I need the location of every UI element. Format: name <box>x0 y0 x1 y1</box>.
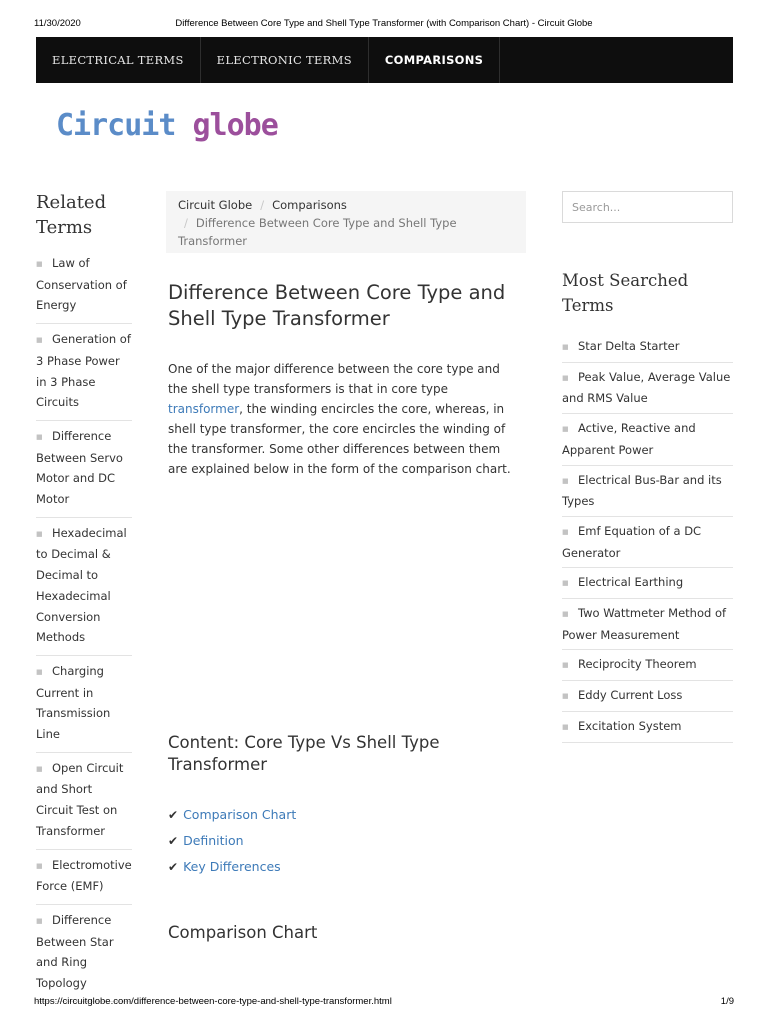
nav-comparisons[interactable]: COMPARISONS <box>369 37 500 83</box>
print-url: https://circuitglobe.com/difference-between-core-type-and-shell-type-transformer.html <box>34 996 392 1007</box>
related-term-label[interactable]: Difference Between Star and Ring Topology <box>36 912 114 991</box>
intro-paragraph <box>168 359 523 479</box>
square-bullet-icon: ■ <box>36 764 43 773</box>
square-bullet-icon: ■ <box>562 579 569 588</box>
breadcrumb-separator: / <box>184 216 188 230</box>
checkmark-icon: ✔ <box>168 834 179 848</box>
most-searched-sidebar <box>562 191 733 743</box>
logo-text-circuit: Circuit <box>56 108 193 143</box>
related-term-item[interactable] <box>36 421 132 518</box>
square-bullet-icon: ■ <box>36 529 43 538</box>
square-bullet-icon: ■ <box>562 661 569 670</box>
related-term-item[interactable] <box>36 905 132 1002</box>
most-searched-item[interactable] <box>562 681 733 712</box>
related-terms-list <box>36 248 132 1002</box>
print-date: 11/30/2020 <box>34 18 81 29</box>
search-input[interactable] <box>562 191 733 223</box>
most-searched-label[interactable]: Electrical Earthing <box>578 575 684 590</box>
print-footer <box>0 990 768 1010</box>
most-searched-item[interactable] <box>562 466 733 517</box>
most-searched-label[interactable]: Two Wattmeter Method of Power Measurement <box>562 606 727 642</box>
checkmark-icon: ✔ <box>168 860 179 874</box>
square-bullet-icon: ■ <box>562 722 569 731</box>
square-bullet-icon: ■ <box>562 527 569 536</box>
print-page-number: 1/9 <box>720 996 734 1007</box>
toc-link-definition[interactable]: Definition <box>183 833 244 848</box>
main-navbar <box>36 37 733 83</box>
related-term-item[interactable] <box>36 324 132 421</box>
breadcrumb-home[interactable]: Circuit Globe <box>178 198 253 212</box>
most-searched-label[interactable]: Star Delta Starter <box>578 339 680 353</box>
square-bullet-icon: ■ <box>36 432 43 441</box>
related-term-label[interactable]: Difference Between Servo Motor and DC Motor <box>36 428 123 507</box>
related-term-item[interactable] <box>36 656 132 753</box>
comparison-chart-heading: Comparison Chart <box>168 923 318 942</box>
most-searched-label[interactable]: Peak Value, Average Value and RMS Value <box>562 369 731 406</box>
square-bullet-icon: ■ <box>562 692 569 701</box>
square-bullet-icon: ■ <box>36 916 43 925</box>
related-term-item[interactable] <box>36 248 132 324</box>
related-term-item[interactable] <box>36 850 132 905</box>
most-searched-item[interactable] <box>562 568 733 599</box>
square-bullet-icon: ■ <box>36 667 43 676</box>
most-searched-item[interactable] <box>562 332 733 363</box>
most-searched-label[interactable]: Emf Equation of a DC Generator <box>562 523 702 560</box>
square-bullet-icon: ■ <box>36 336 43 345</box>
related-term-label[interactable]: Electromotive Force (EMF) <box>36 857 132 894</box>
square-bullet-icon: ■ <box>562 343 569 351</box>
square-bullet-icon: ■ <box>562 476 569 485</box>
most-searched-item[interactable] <box>562 517 733 568</box>
most-searched-label[interactable]: Excitation System <box>578 718 682 733</box>
breadcrumb <box>166 191 526 253</box>
breadcrumb-separator: / <box>260 198 265 212</box>
related-term-label[interactable]: Law of Conservation of Energy <box>36 256 127 313</box>
nav-electrical-terms[interactable]: ELECTRICAL TERMS <box>36 37 201 83</box>
page-title: Difference Between Core Type and Shell Type Transformer <box>168 281 506 330</box>
toc-link-key-differences[interactable]: Key Differences <box>183 859 281 874</box>
logo-text-globe: globe <box>192 108 278 143</box>
most-searched-list <box>562 332 733 743</box>
related-term-label[interactable]: Open Circuit and Short Circuit Test on Transformer <box>36 760 124 838</box>
transformer-link[interactable]: transformer <box>168 402 240 416</box>
most-searched-label[interactable]: Electrical Bus-Bar and its Types <box>562 472 722 509</box>
most-searched-label[interactable]: Reciprocity Theorem <box>578 657 697 672</box>
square-bullet-icon: ■ <box>36 861 43 870</box>
related-term-item[interactable] <box>36 753 132 850</box>
most-searched-item[interactable] <box>562 712 733 743</box>
breadcrumb-comparisons[interactable]: Comparisons <box>272 198 347 212</box>
article-main <box>168 280 523 942</box>
content-heading: Content: Core Type Vs Shell Type Transformer <box>168 733 440 774</box>
intro-text-start: One of the major difference between the core type and the shell type transformers is that in core type <box>168 362 500 396</box>
table-of-contents <box>168 802 296 880</box>
site-logo[interactable] <box>56 108 278 143</box>
checkmark-icon: ✔ <box>168 808 179 822</box>
intro-text-end: , the winding encircles the core, whereas, in shell type transformer, the core encircles the winding of the transformer. Some other differences between them are explained below in the form of the comparison chart. <box>168 402 511 476</box>
related-term-label[interactable]: Generation of 3 Phase Power in 3 Phase Circuits <box>36 332 131 410</box>
most-searched-item[interactable] <box>562 599 733 650</box>
related-term-label[interactable]: Charging Current in Transmission Line <box>36 663 111 742</box>
most-searched-label[interactable]: Eddy Current Loss <box>578 688 683 703</box>
related-term-label[interactable]: Hexadecimal to Decimal & Decimal to Hexadecimal Conversion Methods <box>36 525 127 645</box>
toc-item[interactable] <box>168 854 296 880</box>
nav-electronic-terms[interactable]: ELECTRONIC TERMS <box>201 37 369 83</box>
most-searched-heading: Most Searched Terms <box>562 271 689 315</box>
square-bullet-icon: ■ <box>562 425 569 434</box>
most-searched-label[interactable]: Active, Reactive and Apparent Power <box>562 421 696 457</box>
square-bullet-icon: ■ <box>36 260 43 268</box>
square-bullet-icon: ■ <box>562 610 569 619</box>
breadcrumb-current: Difference Between Core Type and Shell Type Transformer <box>178 216 457 248</box>
related-term-item[interactable] <box>36 518 132 656</box>
toc-link-comparison-chart[interactable]: Comparison Chart <box>183 807 297 822</box>
most-searched-item[interactable] <box>562 414 733 465</box>
square-bullet-icon: ■ <box>562 373 569 382</box>
print-header <box>0 14 768 34</box>
toc-item[interactable] <box>168 802 296 828</box>
most-searched-item[interactable] <box>562 650 733 681</box>
print-page-title: Difference Between Core Type and Shell Type Transformer (with Comparison Chart) - Circuit Globe <box>175 18 593 29</box>
related-terms-sidebar <box>36 190 132 1002</box>
toc-item[interactable] <box>168 828 296 854</box>
related-terms-heading: Related Terms <box>36 192 107 238</box>
most-searched-item[interactable] <box>562 363 733 414</box>
